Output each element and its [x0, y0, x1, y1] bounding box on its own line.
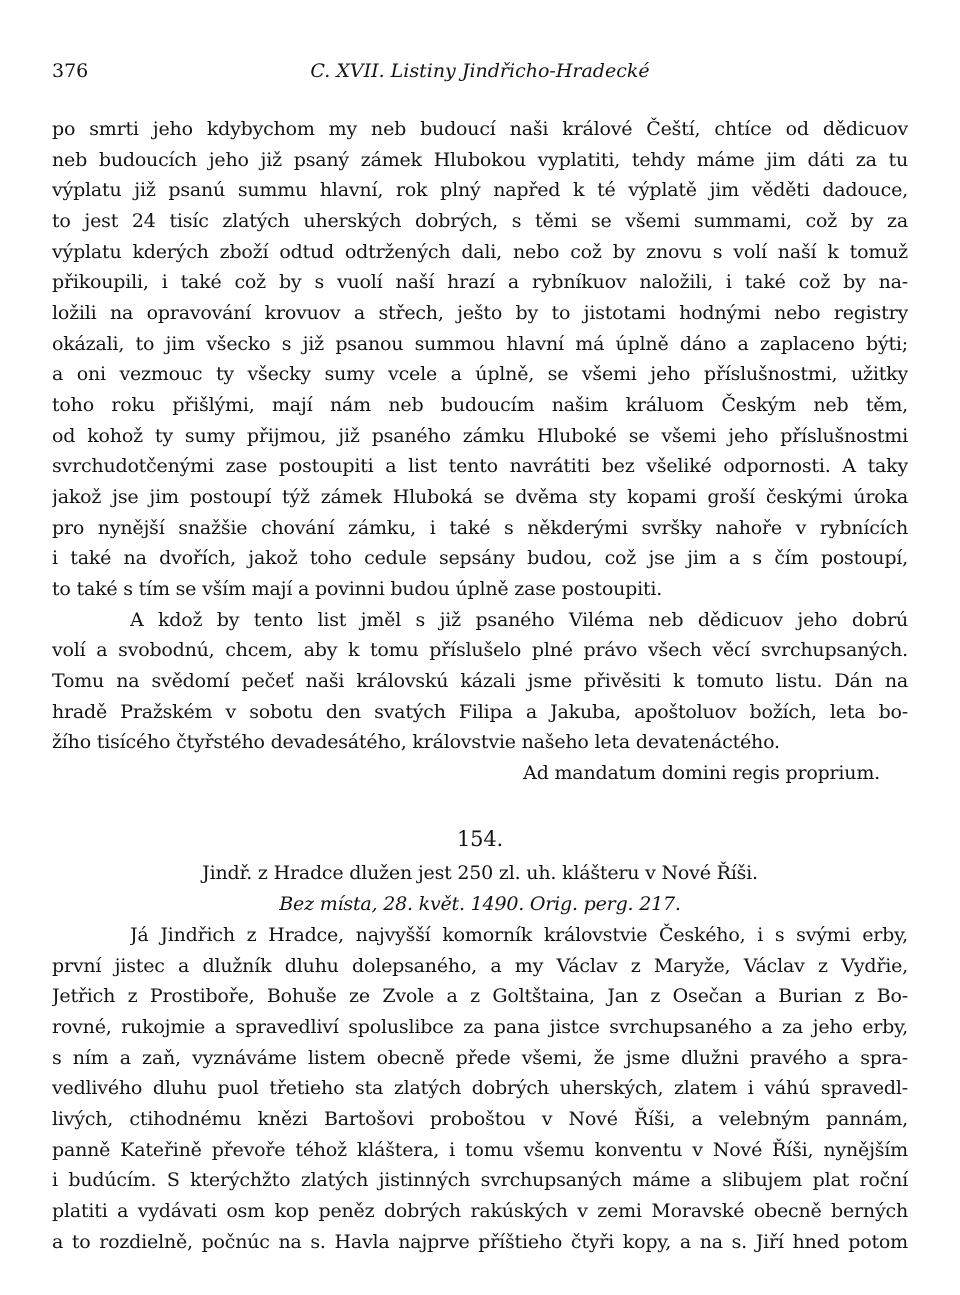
page-header: [52, 60, 908, 92]
text-line: první jistec a dlužník dluhu dolepsaného, a my Václav z Maryže, Václav z Vydřie,: [52, 955, 908, 977]
text-line: hradě Pražském v sobotu den svatých Filipa a Jakuba, apoštoluov božích, leta bo-: [52, 701, 908, 723]
page-number: 376: [52, 60, 89, 82]
text-line: výplatu již psanú summu hlavní, rok plný napřed k té výplatě jim věděti dadouce,: [52, 179, 908, 201]
text-line: volí a svobodnú, chcem, aby k tomu příslušelo plné právo všech věcí svrchupsaných.: [52, 639, 908, 661]
text-line: ložili na opravování krovuov a střech, ješto by to jistotami hodnými nebo registry: [52, 302, 908, 324]
text-line: to jest 24 tisíc zlatých uherských dobrých, s těmi se všemi summami, což by za: [52, 210, 908, 232]
text-line: pro nynější snažšie chování zámku, i také s někderými svršky nahoře v rybnících: [52, 517, 908, 539]
closing-formula: Ad mandatum domini regis proprium.: [523, 762, 880, 784]
text-line: po smrti jeho kdybychom my neb budoucí naši králové Čeští, chtíce od dědicuov: [52, 118, 908, 140]
text-line: vedlivého dluhu puol třetieho sta zlatých dobrých uherských, zlatem i váhú spravedl-: [52, 1077, 908, 1099]
text-line: platiti a vydávati osm kop peněz dobrých rakúských v zemi Moravské obecně berných: [52, 1200, 908, 1222]
text-line: Jetřich z Prostiboře, Bohuše ze Zvole a z Goltštaina, Jan z Osečan a Burian z Bo-: [52, 985, 908, 1007]
text-line: A kdož by tento list jměl s již psaného Viléma neb dědicuov jeho dobrú: [130, 609, 908, 631]
text-line: toho roku přišlými, mají nám neb budoucím našim králuom Českým neb těm,: [52, 394, 908, 416]
text-line: rovné, rukojmie a spravedliví spoluslibce za pana jistce svrchupsaného a za jeho erby,: [52, 1016, 908, 1038]
text-line: panně Kateřině převoře téhož kláštera, i tomu všemu konventu v Nové Říši, nynějším: [52, 1139, 908, 1161]
text-line: livých, ctihodnému knězi Bartošovi proboštou v Nové Říši, a velebným pannám,: [52, 1108, 908, 1130]
text-line: svrchudotčenými zase postoupiti a list tento navrátiti bez všeliké odpornosti. A taky: [52, 455, 908, 477]
text-line: to také s tím se vším mají a povinni budou úplně zase postoupiti.: [52, 578, 663, 600]
text-line: neb budoucích jeho již psaný zámek Hlubokou vyplatiti, tehdy máme jim dáti za tu: [52, 149, 908, 171]
text-line: okázali, to jim všecko s již psanou summou hlavní má úplně dáno a zaplaceno býti;: [52, 333, 908, 355]
text-line: Tomu na svědomí pečeť naši královskú kázali jsme přivěsiti k tomuto listu. Dán na: [52, 670, 908, 692]
running-head: C. XVII. Listiny Jindřicho-Hradecké: [310, 60, 650, 82]
text-line: od kohož ty sumy přijmou, již psaného zámku Hluboké se všemi jeho příslušnostmi: [52, 425, 908, 447]
text-line: přikoupili, i také což by s vuolí naší hrazí a rybníkuov naložili, i také což by na-: [52, 271, 908, 293]
text-line: i budúcím. S kterýchžto zlatých jistinných svrchupsaných máme a slibujem plat roční: [52, 1169, 908, 1191]
text-line: výplatu kderých zboží odtud odtržených dali, nebo což by znovu s volí naší k tomuž: [52, 241, 908, 263]
document-title: Jindř. z Hradce dlužen jest 250 zl. uh. klášteru v Nové Říši.: [202, 862, 758, 884]
text-line: s ním a zaň, vyznáváme listem obecně přede všemi, že jsme dlužni pravého a spra-: [52, 1047, 908, 1069]
text-line: a oni vezmouc ty všecky sumy vcele a úplně, se všemi jeho příslušnostmi, užitky: [52, 363, 908, 385]
document-number: 154.: [457, 827, 503, 851]
text-line: žího tisícého čtyřstého devadesátého, královstvie našeho leta devatenáctého.: [52, 731, 780, 753]
document-source: Bez místa, 28. květ. 1490. Orig. perg. 217.: [279, 893, 681, 915]
text-line: i také na dvořích, jakož toho cedule sepsány budou, což jse jim a s čím postoupí,: [52, 547, 908, 569]
text-line: a to rozdielně, počnúc na s. Havla najprve příštieho čtyři kopy, a na s. Jiří hned potom: [52, 1231, 908, 1253]
text-line: Já Jindřich z Hradce, najvyšší komorník královstvie Českého, i s svými erby,: [130, 924, 908, 946]
text-line: jakož jse jim postoupí týž zámek Hluboká se dvěma sty kopami groší českými úroka: [52, 486, 908, 508]
